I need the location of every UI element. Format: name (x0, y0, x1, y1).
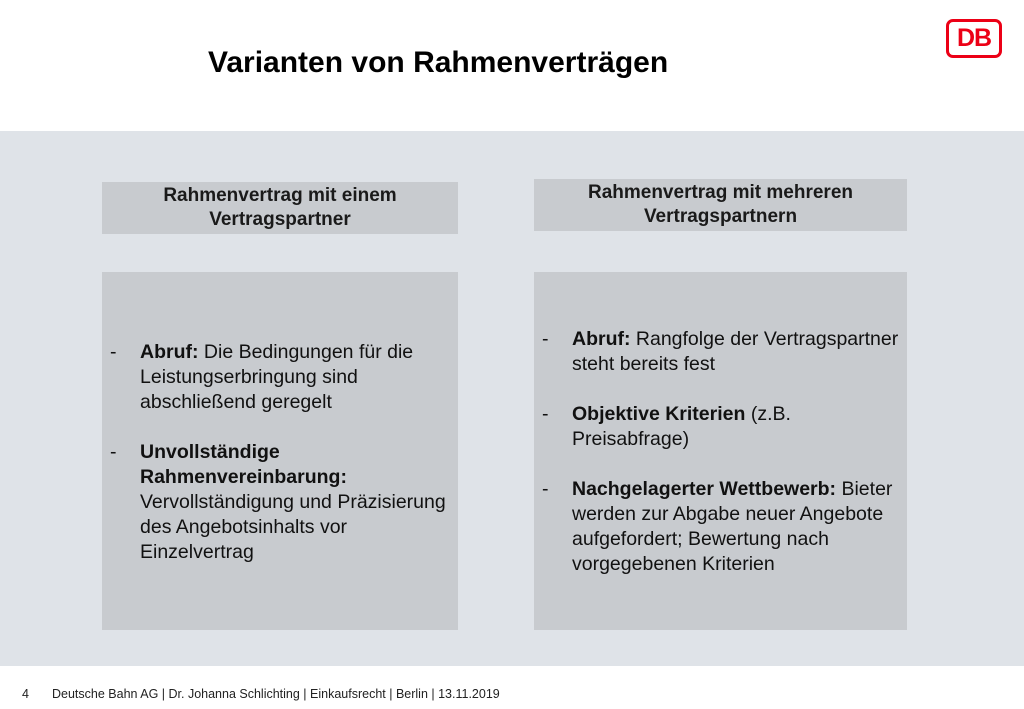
bullet-bold: Objektive Kriterien (572, 403, 746, 425)
bullet-dash: - (542, 403, 549, 425)
list-item (110, 440, 455, 565)
bullet-bold: Nachgelagerter Wettbewerb: (572, 478, 837, 500)
right-header-text: Rahmenvertrag mit mehreren Vertragspartnern (587, 182, 854, 227)
bullet-dash: - (110, 341, 117, 363)
page-number: 4 (22, 687, 29, 701)
bullet-text: (z.B. Preisabfrage) (572, 403, 791, 450)
list-item (542, 402, 902, 452)
left-header-text: Rahmenvertrag mit einem Vertragspartner (163, 185, 397, 230)
list-item (542, 327, 902, 377)
bullet-dash: - (542, 478, 549, 500)
bullet-text: Die Bedingungen für die Leistungserbringung sind abschließend geregelt (140, 341, 414, 413)
db-logo-text: DB (956, 24, 992, 52)
list-item (542, 477, 902, 577)
bullet-dash: - (110, 441, 117, 463)
left-bullet-list (110, 340, 455, 565)
bullet-text: Rangfolge der Vertragspartner steht bereits fest (572, 328, 899, 375)
right-header-box (534, 179, 907, 231)
right-bullet-list (542, 327, 902, 577)
list-item (110, 340, 455, 415)
footer-text: Deutsche Bahn AG | Dr. Johanna Schlichting | Einkaufsrecht | Berlin | 13.11.2019 (52, 687, 500, 701)
bullet-dash: - (542, 328, 549, 350)
bullet-bold: Unvollständige Rahmenvereinbarung: (140, 441, 347, 488)
db-logo (946, 19, 1002, 58)
slide-title: Varianten von Rahmenverträgen (208, 46, 669, 79)
bullet-bold: Abruf: (140, 341, 199, 363)
bullet-text: Bieter werden zur Abgabe neuer Angebote aufgefordert; Bewertung nach vorgegebenen Kriterien (572, 478, 893, 575)
left-header-box (102, 182, 458, 234)
bullet-bold: Abruf: (572, 328, 631, 350)
bullet-text: Vervollständigung und Präzisierung des Angebotsinhalts vor Einzelvertrag (140, 491, 446, 563)
